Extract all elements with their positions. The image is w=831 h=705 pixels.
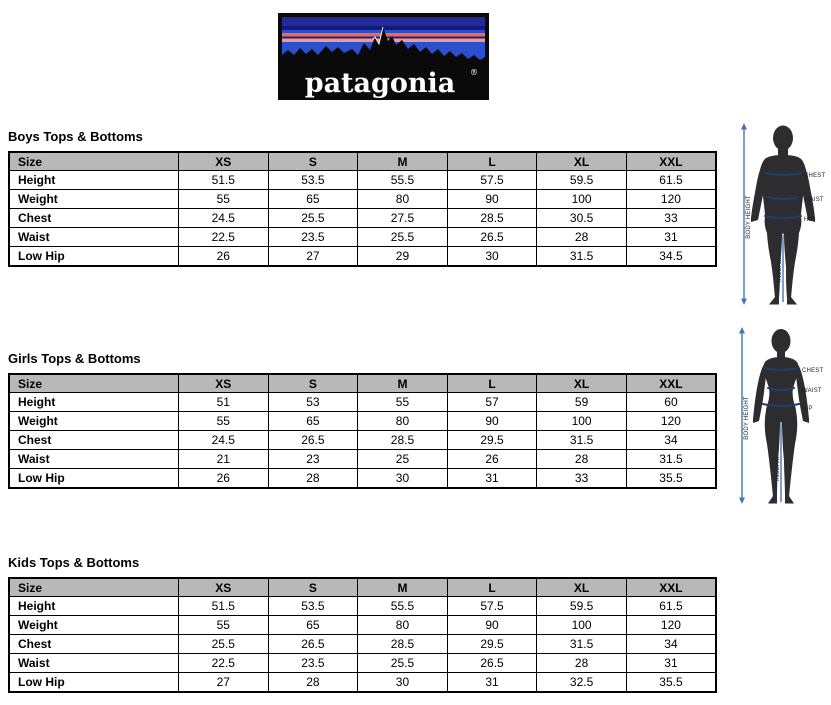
size-header-s: S bbox=[268, 152, 358, 171]
hip-label: HIP bbox=[804, 217, 815, 223]
measurement-value: 30 bbox=[358, 469, 448, 489]
measurement-value: 100 bbox=[537, 412, 627, 431]
hip-label: HIP bbox=[802, 406, 813, 412]
measurement-value: 33 bbox=[537, 469, 627, 489]
girls-size-section bbox=[8, 351, 717, 489]
measurement-value: 55 bbox=[179, 412, 269, 431]
measurement-value: 51 bbox=[179, 393, 269, 412]
measurement-value: 21 bbox=[179, 450, 269, 469]
size-header-xl: XL bbox=[537, 152, 627, 171]
measurement-value: 23 bbox=[268, 450, 358, 469]
measurement-row-label: Chest bbox=[9, 635, 179, 654]
size-header-s: S bbox=[268, 578, 358, 597]
measurement-value: 31 bbox=[447, 673, 537, 693]
measurement-value: 22.5 bbox=[179, 654, 269, 673]
measurement-value: 55 bbox=[179, 190, 269, 209]
size-header-s: S bbox=[268, 374, 358, 393]
measurement-value: 27 bbox=[179, 673, 269, 693]
boys-size-section bbox=[8, 129, 717, 267]
body-height-arrow bbox=[739, 327, 750, 504]
measurement-value: 28.5 bbox=[358, 431, 448, 450]
measurement-value: 26 bbox=[179, 469, 269, 489]
measurement-row bbox=[9, 673, 716, 693]
measurement-value: 120 bbox=[626, 190, 716, 209]
measurement-value: 31 bbox=[626, 654, 716, 673]
measurement-value: 25.5 bbox=[358, 228, 448, 247]
measurement-value: 57 bbox=[447, 393, 537, 412]
measurement-value: 28 bbox=[268, 469, 358, 489]
measurement-row bbox=[9, 450, 716, 469]
size-header-m: M bbox=[358, 152, 448, 171]
body-height-label: BODY HEIGHT bbox=[744, 396, 750, 440]
section-title: Girls Tops & Bottoms bbox=[8, 351, 141, 366]
measurement-value: 24.5 bbox=[179, 431, 269, 450]
body-height-arrow bbox=[741, 123, 752, 305]
inseam-label: INSEAM bbox=[777, 257, 783, 282]
measurement-value: 29.5 bbox=[447, 635, 537, 654]
measurement-value: 31 bbox=[626, 228, 716, 247]
measurement-value: 32.5 bbox=[537, 673, 627, 693]
size-header-xxl: XXL bbox=[626, 152, 716, 171]
measurement-row bbox=[9, 616, 716, 635]
measurement-value: 55 bbox=[179, 616, 269, 635]
measurement-value: 34 bbox=[626, 431, 716, 450]
measurement-value: 25.5 bbox=[358, 654, 448, 673]
measurement-value: 31.5 bbox=[537, 431, 627, 450]
measurement-value: 51.5 bbox=[179, 597, 269, 616]
measurement-row-label: Low Hip bbox=[9, 673, 179, 693]
measurement-value: 25.5 bbox=[268, 209, 358, 228]
body-height-label: BODY HEIGHT bbox=[746, 195, 752, 239]
measurement-value: 34 bbox=[626, 635, 716, 654]
size-header-xxl: XXL bbox=[626, 374, 716, 393]
measurement-value: 65 bbox=[268, 616, 358, 635]
measurement-row bbox=[9, 393, 716, 412]
measurement-value: 26 bbox=[179, 247, 269, 267]
measurement-value: 53.5 bbox=[268, 597, 358, 616]
measurement-value: 26.5 bbox=[268, 431, 358, 450]
measurement-value: 34.5 bbox=[626, 247, 716, 267]
measurement-value: 61.5 bbox=[626, 171, 716, 190]
measurement-value: 29.5 bbox=[447, 431, 537, 450]
size-header-xs: XS bbox=[179, 152, 269, 171]
measurement-value: 57.5 bbox=[447, 171, 537, 190]
measurement-value: 55.5 bbox=[358, 597, 448, 616]
logo-registered-mark: ® bbox=[470, 68, 478, 77]
size-header-xl: XL bbox=[537, 374, 627, 393]
measurement-value: 100 bbox=[537, 616, 627, 635]
measurement-value: 120 bbox=[626, 616, 716, 635]
size-header-l: L bbox=[447, 374, 537, 393]
measurement-row bbox=[9, 228, 716, 247]
measurement-row-label: Weight bbox=[9, 616, 179, 635]
measurement-value: 28 bbox=[268, 673, 358, 693]
measurement-row bbox=[9, 412, 716, 431]
measurement-value: 57.5 bbox=[447, 597, 537, 616]
measurement-value: 27.5 bbox=[358, 209, 448, 228]
section-title: Kids Tops & Bottoms bbox=[8, 555, 140, 570]
measurement-value: 30 bbox=[358, 673, 448, 693]
measurement-value: 29 bbox=[358, 247, 448, 267]
measurement-value: 30.5 bbox=[537, 209, 627, 228]
kids-size-section bbox=[8, 555, 717, 693]
logo-wordmark: patagonia bbox=[304, 68, 456, 99]
measurement-value: 53.5 bbox=[268, 171, 358, 190]
measurement-value: 35.5 bbox=[626, 469, 716, 489]
measurement-value: 120 bbox=[626, 412, 716, 431]
measurement-value: 26.5 bbox=[447, 228, 537, 247]
measurement-value: 23.5 bbox=[268, 228, 358, 247]
measurement-value: 25.5 bbox=[179, 635, 269, 654]
measurement-value: 60 bbox=[626, 393, 716, 412]
size-column-header: Size bbox=[9, 374, 179, 393]
measurement-value: 100 bbox=[537, 190, 627, 209]
male-measurement-figure bbox=[738, 122, 830, 307]
measurement-row bbox=[9, 635, 716, 654]
measurement-value: 55.5 bbox=[358, 171, 448, 190]
measurement-value: 27 bbox=[268, 247, 358, 267]
measurement-value: 28 bbox=[537, 450, 627, 469]
measurement-value: 59.5 bbox=[537, 171, 627, 190]
measurement-value: 80 bbox=[358, 190, 448, 209]
size-header-xs: XS bbox=[179, 578, 269, 597]
waist-label: WAIST bbox=[802, 388, 822, 394]
measurement-value: 80 bbox=[358, 412, 448, 431]
measurement-value: 90 bbox=[447, 190, 537, 209]
measurement-value: 59 bbox=[537, 393, 627, 412]
size-header-xxl: XXL bbox=[626, 578, 716, 597]
measurement-row-label: Chest bbox=[9, 209, 179, 228]
measurement-value: 53 bbox=[268, 393, 358, 412]
size-column-header: Size bbox=[9, 152, 179, 171]
measurement-value: 22.5 bbox=[179, 228, 269, 247]
measurement-row-label: Weight bbox=[9, 412, 179, 431]
measurement-value: 33 bbox=[626, 209, 716, 228]
size-header-m: M bbox=[358, 578, 448, 597]
measurement-value: 80 bbox=[358, 616, 448, 635]
measurement-value: 28 bbox=[537, 654, 627, 673]
patagonia-logo bbox=[278, 13, 489, 100]
measurement-row bbox=[9, 431, 716, 450]
measurement-row bbox=[9, 654, 716, 673]
measurement-value: 28.5 bbox=[447, 209, 537, 228]
measurement-value: 31.5 bbox=[537, 247, 627, 267]
boys-size-table bbox=[8, 151, 717, 267]
measurement-value: 26.5 bbox=[268, 635, 358, 654]
measurement-value: 90 bbox=[447, 412, 537, 431]
measurement-row-label: Height bbox=[9, 171, 179, 190]
measurement-row-label: Low Hip bbox=[9, 247, 179, 267]
measurement-value: 25 bbox=[358, 450, 448, 469]
measurement-row-label: Waist bbox=[9, 450, 179, 469]
measurement-row-label: Waist bbox=[9, 654, 179, 673]
female-measurement-figure bbox=[736, 326, 828, 506]
measurement-row-label: Chest bbox=[9, 431, 179, 450]
header-row bbox=[9, 152, 716, 171]
waist-label: WAIST bbox=[804, 197, 824, 203]
measurement-row-label: Low Hip bbox=[9, 469, 179, 489]
kids-size-table bbox=[8, 577, 717, 693]
measurement-value: 23.5 bbox=[268, 654, 358, 673]
measurement-value: 65 bbox=[268, 190, 358, 209]
measurement-value: 24.5 bbox=[179, 209, 269, 228]
measurement-value: 61.5 bbox=[626, 597, 716, 616]
header-row bbox=[9, 578, 716, 597]
header-row bbox=[9, 374, 716, 393]
size-header-l: L bbox=[447, 578, 537, 597]
measurement-value: 28 bbox=[537, 228, 627, 247]
measurement-value: 65 bbox=[268, 412, 358, 431]
measurement-row-label: Weight bbox=[9, 190, 179, 209]
measurement-row bbox=[9, 171, 716, 190]
measurement-row-label: Height bbox=[9, 393, 179, 412]
size-header-xl: XL bbox=[537, 578, 627, 597]
size-column-header: Size bbox=[9, 578, 179, 597]
measurement-value: 35.5 bbox=[626, 673, 716, 693]
chest-label: CHEST bbox=[804, 173, 826, 179]
measurement-value: 31.5 bbox=[537, 635, 627, 654]
measurement-row-label: Height bbox=[9, 597, 179, 616]
measurement-value: 31.5 bbox=[626, 450, 716, 469]
measurement-value: 90 bbox=[447, 616, 537, 635]
girls-size-table bbox=[8, 373, 717, 489]
measurement-row bbox=[9, 209, 716, 228]
measurement-value: 30 bbox=[447, 247, 537, 267]
measurement-value: 28.5 bbox=[358, 635, 448, 654]
measurement-value: 26.5 bbox=[447, 654, 537, 673]
inseam-label: INSEAM bbox=[775, 456, 781, 481]
measurement-value: 26 bbox=[447, 450, 537, 469]
size-header-l: L bbox=[447, 152, 537, 171]
measurement-value: 59.5 bbox=[537, 597, 627, 616]
measurement-row bbox=[9, 190, 716, 209]
size-header-xs: XS bbox=[179, 374, 269, 393]
section-title: Boys Tops & Bottoms bbox=[8, 129, 143, 144]
measurement-row-label: Waist bbox=[9, 228, 179, 247]
measurement-value: 51.5 bbox=[179, 171, 269, 190]
size-header-m: M bbox=[358, 374, 448, 393]
measurement-value: 55 bbox=[358, 393, 448, 412]
measurement-row bbox=[9, 597, 716, 616]
measurement-row bbox=[9, 247, 716, 267]
measurement-value: 31 bbox=[447, 469, 537, 489]
measurement-row bbox=[9, 469, 716, 489]
chest-label: CHEST bbox=[802, 368, 824, 374]
